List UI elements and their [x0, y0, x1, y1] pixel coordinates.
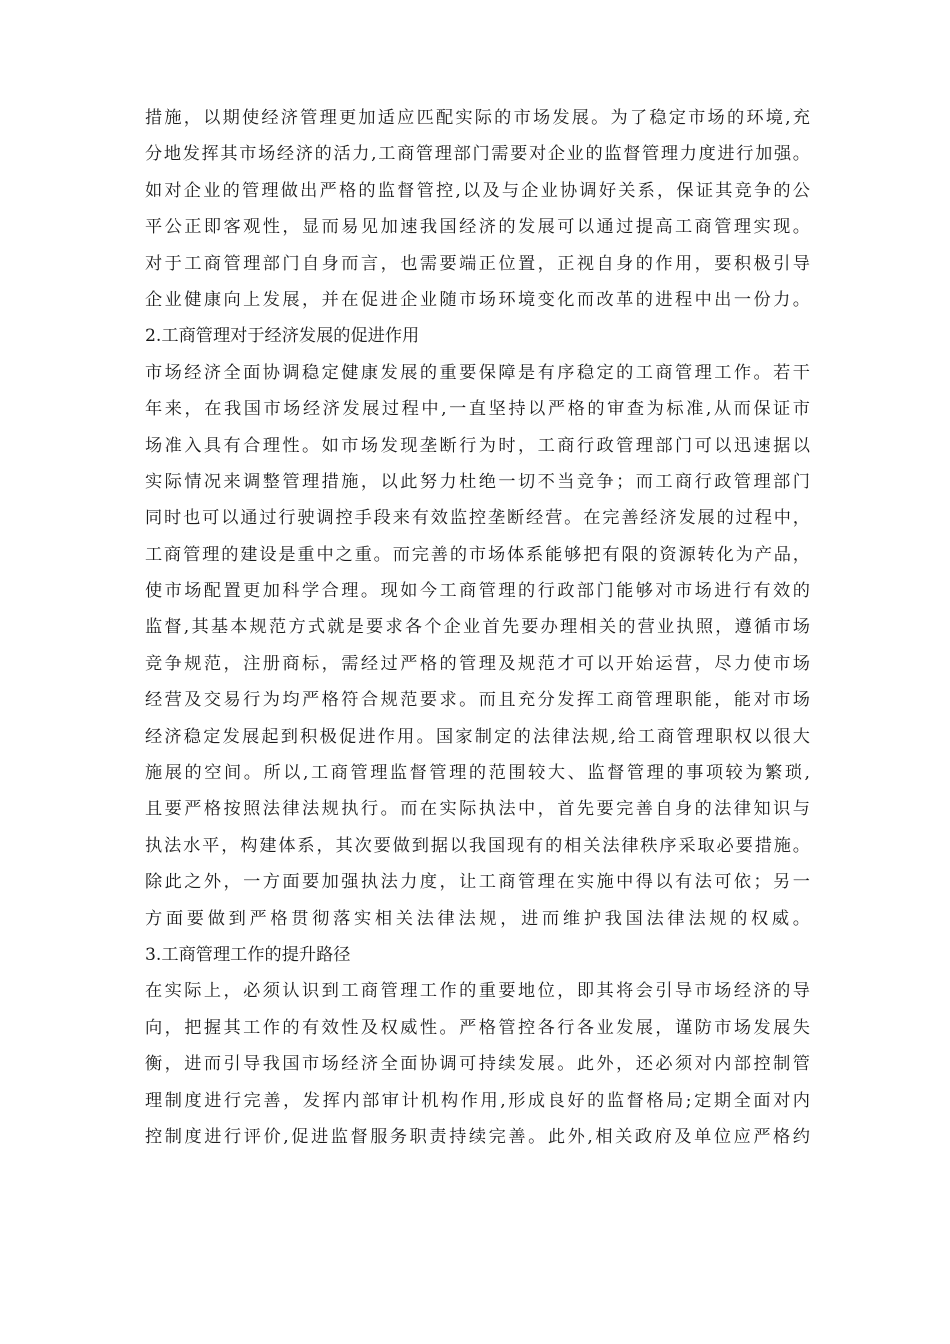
paragraph-line: 执法水平，构建体系，其次要做到据以我国现有的相关法律秩序采取必要措施。 [145, 835, 810, 856]
paragraph-line: 经济稳定发展起到积极促进作用。国家制定的法律法规,给工商管理职权以很大 [145, 726, 810, 747]
paragraph-line: 实际情况来调整管理措施，以此努力杜绝一切不当竞争；而工商行政管理部门 [145, 471, 810, 492]
paragraph-line: 对于工商管理部门自身而言，也需要端正位置，正视自身的作用，要积极引导 [145, 253, 810, 274]
paragraph-line: 竞争规范，注册商标，需经过严格的管理及规范才可以开始运营，尽力使市场 [145, 653, 810, 674]
paragraph-line: 市场经济全面协调稳定健康发展的重要保障是有序稳定的工商管理工作。若干 [145, 362, 810, 383]
paragraph-line: 使市场配置更加科学合理。现如今工商管理的行政部门能够对市场进行有效的 [145, 581, 810, 602]
document-page [145, 100, 810, 1155]
section-heading: 3.工商管理工作的提升路径 [145, 944, 351, 965]
paragraph-line: 监督,其基本规范方式就是要求各个企业首先要办理相关的营业执照，遵循市场 [145, 617, 810, 638]
paragraph-line: 平公正即客观性，显而易见加速我国经济的发展可以通过提高工商管理实现。 [145, 217, 810, 238]
paragraph-line: 控制度进行评价,促进监督服务职责持续完善。此外,相关政府及单位应严格约 [145, 1126, 810, 1147]
paragraph-line: 施展的空间。所以,工商管理监督管理的范围较大、监督管理的事项较为繁琐, [145, 763, 810, 784]
paragraph-line: 衡，进而引导我国市场经济全面协调可持续发展。此外，还必须对内部控制管 [145, 1054, 810, 1075]
paragraph-line: 在实际上，必须认识到工商管理工作的重要地位，即其将会引导市场经济的导 [145, 981, 810, 1002]
paragraph-line: 经营及交易行为均严格符合规范要求。而且充分发挥工商管理职能，能对市场 [145, 690, 810, 711]
section-heading: 2.工商管理对于经济发展的促进作用 [145, 326, 420, 347]
paragraph-line: 且要严格按照法律法规执行。而在实际执法中，首先要完善自身的法律知识与 [145, 799, 810, 820]
paragraph-line: 除此之外，一方面要加强执法力度，让工商管理在实施中得以有法可依；另一 [145, 872, 810, 893]
paragraph-line: 向，把握其工作的有效性及权威性。严格管控各行各业发展，谨防市场发展失 [145, 1017, 810, 1038]
paragraph-line: 理制度进行完善，发挥内部审计机构作用,形成良好的监督格局;定期全面对内 [145, 1090, 810, 1111]
paragraph-line: 如对企业的管理做出严格的监督管控,以及与企业协调好关系，保证其竞争的公 [145, 180, 810, 201]
paragraph-line: 措施，以期使经济管理更加适应匹配实际的市场发展。为了稳定市场的环境,充 [145, 108, 810, 128]
paragraph-line: 方面要做到严格贯彻落实相关法律法规，进而维护我国法律法规的权威。 [145, 908, 810, 929]
paragraph-line: 企业健康向上发展，并在促进企业随市场环境变化而改革的进程中出一份力。 [145, 289, 810, 310]
paragraph-line: 场准入具有合理性。如市场发现垄断行为时，工商行政管理部门可以迅速据以 [145, 435, 810, 456]
paragraph-line: 工商管理的建设是重中之重。而完善的市场体系能够把有限的资源转化为产品， [145, 544, 810, 565]
paragraph-line: 分地发挥其市场经济的活力,工商管理部门需要对企业的监督管理力度进行加强。 [145, 144, 810, 165]
paragraph-line: 年来，在我国市场经济发展过程中,一直坚持以严格的审查为标准,从而保证市 [145, 399, 810, 420]
paragraph-line: 同时也可以通过行驶调控手段来有效监控垄断经营。在完善经济发展的过程中， [145, 508, 810, 529]
